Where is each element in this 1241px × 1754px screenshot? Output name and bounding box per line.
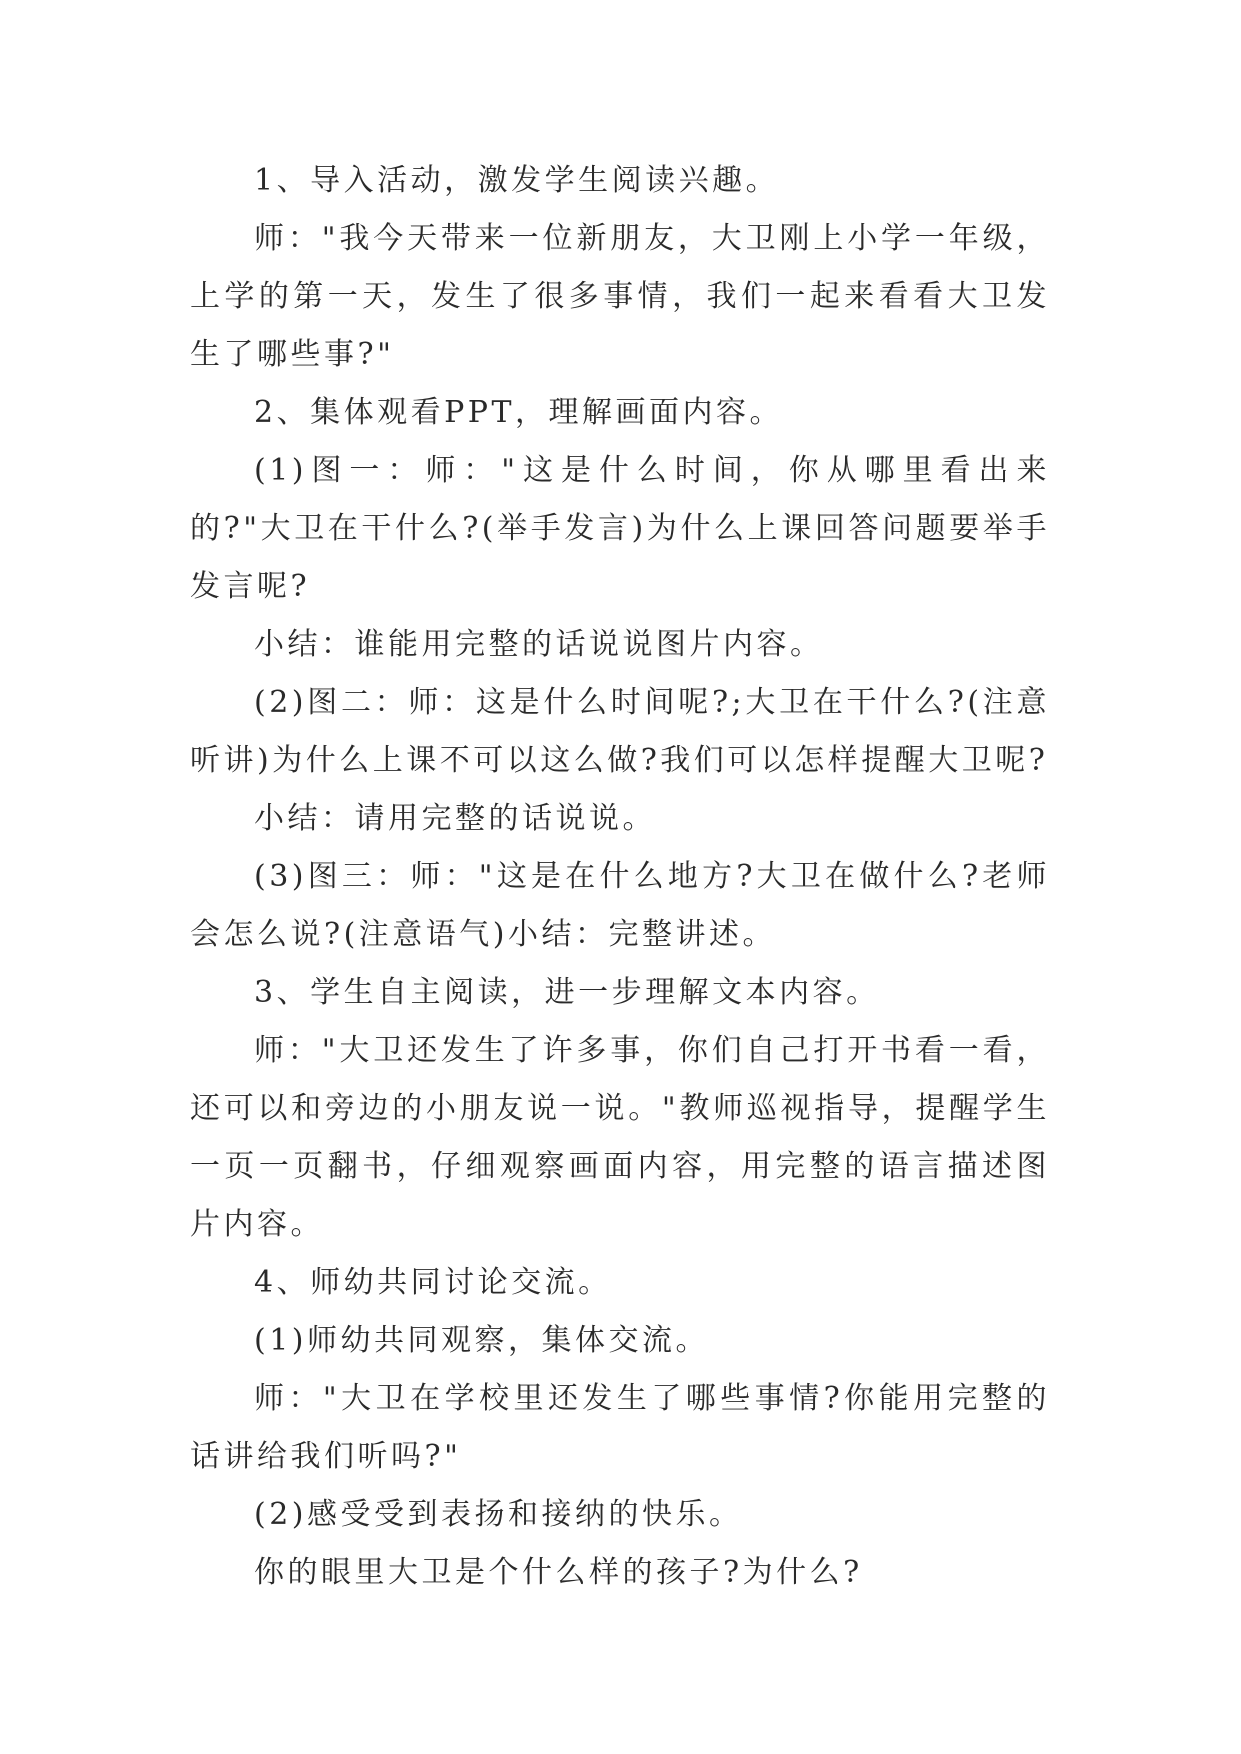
paragraph-5: 小结：谁能用完整的话说说图片内容。 — [254, 627, 824, 662]
paragraph-9: 3、学生自主阅读，进一步理解文本内容。 — [254, 975, 880, 1010]
document-body — [190, 152, 1050, 1602]
paragraph-1: 1、导入活动，激发学生阅读兴趣。 — [254, 163, 780, 198]
paragraph-3: 2、集体观看PPT，理解画面内容。 — [254, 395, 783, 430]
paragraph-2: 师："我今天带来一位新朋友，大卫刚上小学一年级，上学的第一天，发生了很多事情，我们一起来看看大卫发生了哪些事?" — [190, 221, 1050, 372]
paragraph-11: 4、师幼共同讨论交流。 — [254, 1265, 612, 1300]
paragraph-13: 师："大卫在学校里还发生了哪些事情?你能用完整的话讲给我们听吗?" — [190, 1381, 1050, 1474]
paragraph-7: 小结：请用完整的话说说。 — [254, 801, 656, 836]
paragraph-14: (2)感受受到表扬和接纳的快乐。 — [254, 1497, 743, 1532]
paragraph-8: (3)图三：师："这是在什么地方?大卫在做什么?老师会怎么说?(注意语气)小结：完整讲述。 — [190, 859, 1050, 952]
paragraph-6: (2)图二：师：这是什么时间呢?;大卫在干什么?(注意听讲)为什么上课不可以这么做?我们可以怎样提醒大卫呢? — [190, 685, 1050, 778]
paragraph-4: (1)图一：师："这是什么时间，你从哪里看出来的?"大卫在干什么?(举手发言)为什么上课回答问题要举手发言呢? — [190, 453, 1050, 604]
paragraph-15: 你的眼里大卫是个什么样的孩子?为什么? — [254, 1555, 863, 1590]
paragraph-12: (1)师幼共同观察，集体交流。 — [254, 1323, 709, 1358]
paragraph-10: 师："大卫还发生了许多事，你们自己打开书看一看，还可以和旁边的小朋友说一说。"教师巡视指导，提醒学生一页一页翻书，仔细观察画面内容，用完整的语言描述图片内容。 — [190, 1033, 1050, 1242]
